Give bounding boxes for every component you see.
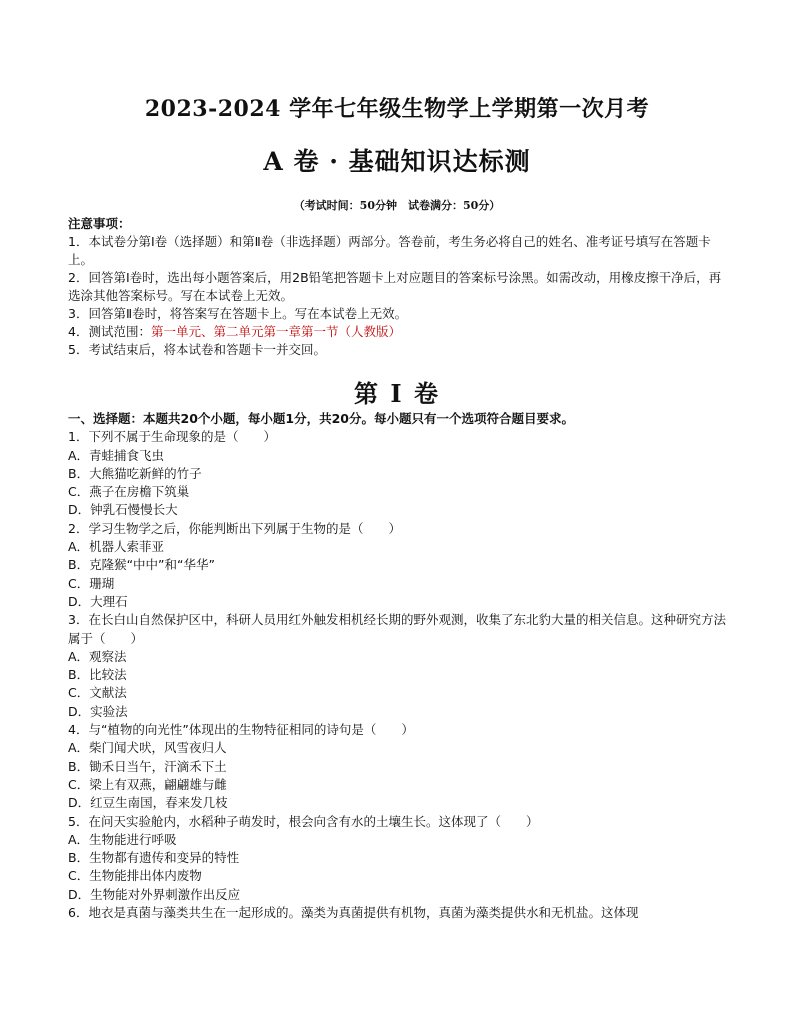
option-b: B．克隆猴“中中”和“华华” xyxy=(68,557,215,573)
question-stem: 2．学习生物学之后，你能判断出下列属于生物的是（ ） xyxy=(68,520,401,536)
option-c: C．珊瑚 xyxy=(68,575,115,591)
question-list xyxy=(68,410,728,922)
question-stem: 3．在长白山自然保护区中，科研人员用红外触发相机经长期的野外观测，收集了东北豹大量的相关信息。这种研究方法属于（ ） xyxy=(68,612,726,646)
exam-subtitle: A 卷 · 基础知识达标测 xyxy=(263,147,531,176)
section-instruction: 一、选择题：本题共20个小题，每小题1分，共20分。每小题只有一个选项符合题目要求。 xyxy=(68,411,574,426)
notes-item-4-prefix: 4．测试范围： xyxy=(68,324,151,339)
question-2 xyxy=(68,520,728,611)
notes-item-5: 5．考试结束后，将本试卷和答题卡一并交回。 xyxy=(68,342,326,357)
notes-item-3: 3．回答第Ⅱ卷时，将答案写在答题卡上。写在本试卷上无效。 xyxy=(68,306,408,321)
option-a: A．柴门闻犬吠，风雪夜归人 xyxy=(68,740,227,756)
option-d: D．生物能对外界刺激作出反应 xyxy=(68,886,241,902)
question-5 xyxy=(68,813,728,904)
notes-item-1: 1．本试卷分第Ⅰ卷（选择题）和第Ⅱ卷（非选择题）两部分。答卷前，考生务必将自己的姓名、准考证号填写在答题卡上。 xyxy=(68,234,711,267)
option-d: D．实验法 xyxy=(68,703,128,719)
option-d: D．钟乳石慢慢长大 xyxy=(68,502,178,518)
question-stem: 6．地衣是真菌与藻类共生在一起形成的。藻类为真菌提供有机物，真菌为藻类提供水和无机盐。这体现 xyxy=(68,905,639,921)
section-title: 第 Ⅰ 卷 xyxy=(354,379,440,408)
option-a: A．观察法 xyxy=(68,648,127,664)
notes-section xyxy=(68,215,728,359)
option-c: C．文献法 xyxy=(68,685,127,701)
notes-item-4 xyxy=(68,323,728,341)
option-d: D．大理石 xyxy=(68,593,128,609)
option-b: B．锄禾日当午，汗滴禾下土 xyxy=(68,758,227,774)
exam-title: 2023-2024 学年七年级生物学上学期第一次月考 xyxy=(144,96,650,122)
option-c: C．梁上有双燕，翩翩雄与雌 xyxy=(68,776,227,792)
question-stem: 5．在问天实验舱内，水稻种子萌发时，根会向含有水的土壤生长。这体现了（ ） xyxy=(68,813,539,829)
notes-heading: 注意事项： xyxy=(68,216,131,231)
question-6 xyxy=(68,904,728,922)
option-c: C．生物能排出体内废物 xyxy=(68,868,202,884)
option-a: A．生物能进行呼吸 xyxy=(68,831,177,847)
test-scope: 第一单元、第二单元第一章第一节（人教版） xyxy=(150,324,401,339)
question-stem: 4．与“植物的向光性”体现出的生物特征相同的诗句是（ ） xyxy=(68,722,414,738)
option-b: B．大熊猫吃新鲜的竹子 xyxy=(68,465,202,481)
option-a: A．机器人索菲亚 xyxy=(68,539,165,555)
question-3 xyxy=(68,611,728,721)
exam-time-score: （考试时间：50分钟 试卷满分：50分） xyxy=(293,199,501,212)
question-stem: 1．下列不属于生命现象的是（ ） xyxy=(68,429,276,445)
question-4 xyxy=(68,721,728,812)
option-a: A．青蛙捕食飞虫 xyxy=(68,447,165,463)
option-d: D．红豆生南国，春来发几枝 xyxy=(68,795,228,811)
notes-item-2: 2．回答第Ⅰ卷时，选出每小题答案后，用2B铅笔把答题卡上对应题目的答案标号涂黑。如需改动，用橡皮擦干净后，再选涂其他答案标号。写在本试卷上无效。 xyxy=(68,270,722,303)
option-b: B．生物都有遗传和变异的特性 xyxy=(68,850,240,866)
question-1 xyxy=(68,428,728,519)
option-c: C．燕子在房檐下筑巢 xyxy=(68,484,190,500)
option-b: B．比较法 xyxy=(68,667,127,683)
